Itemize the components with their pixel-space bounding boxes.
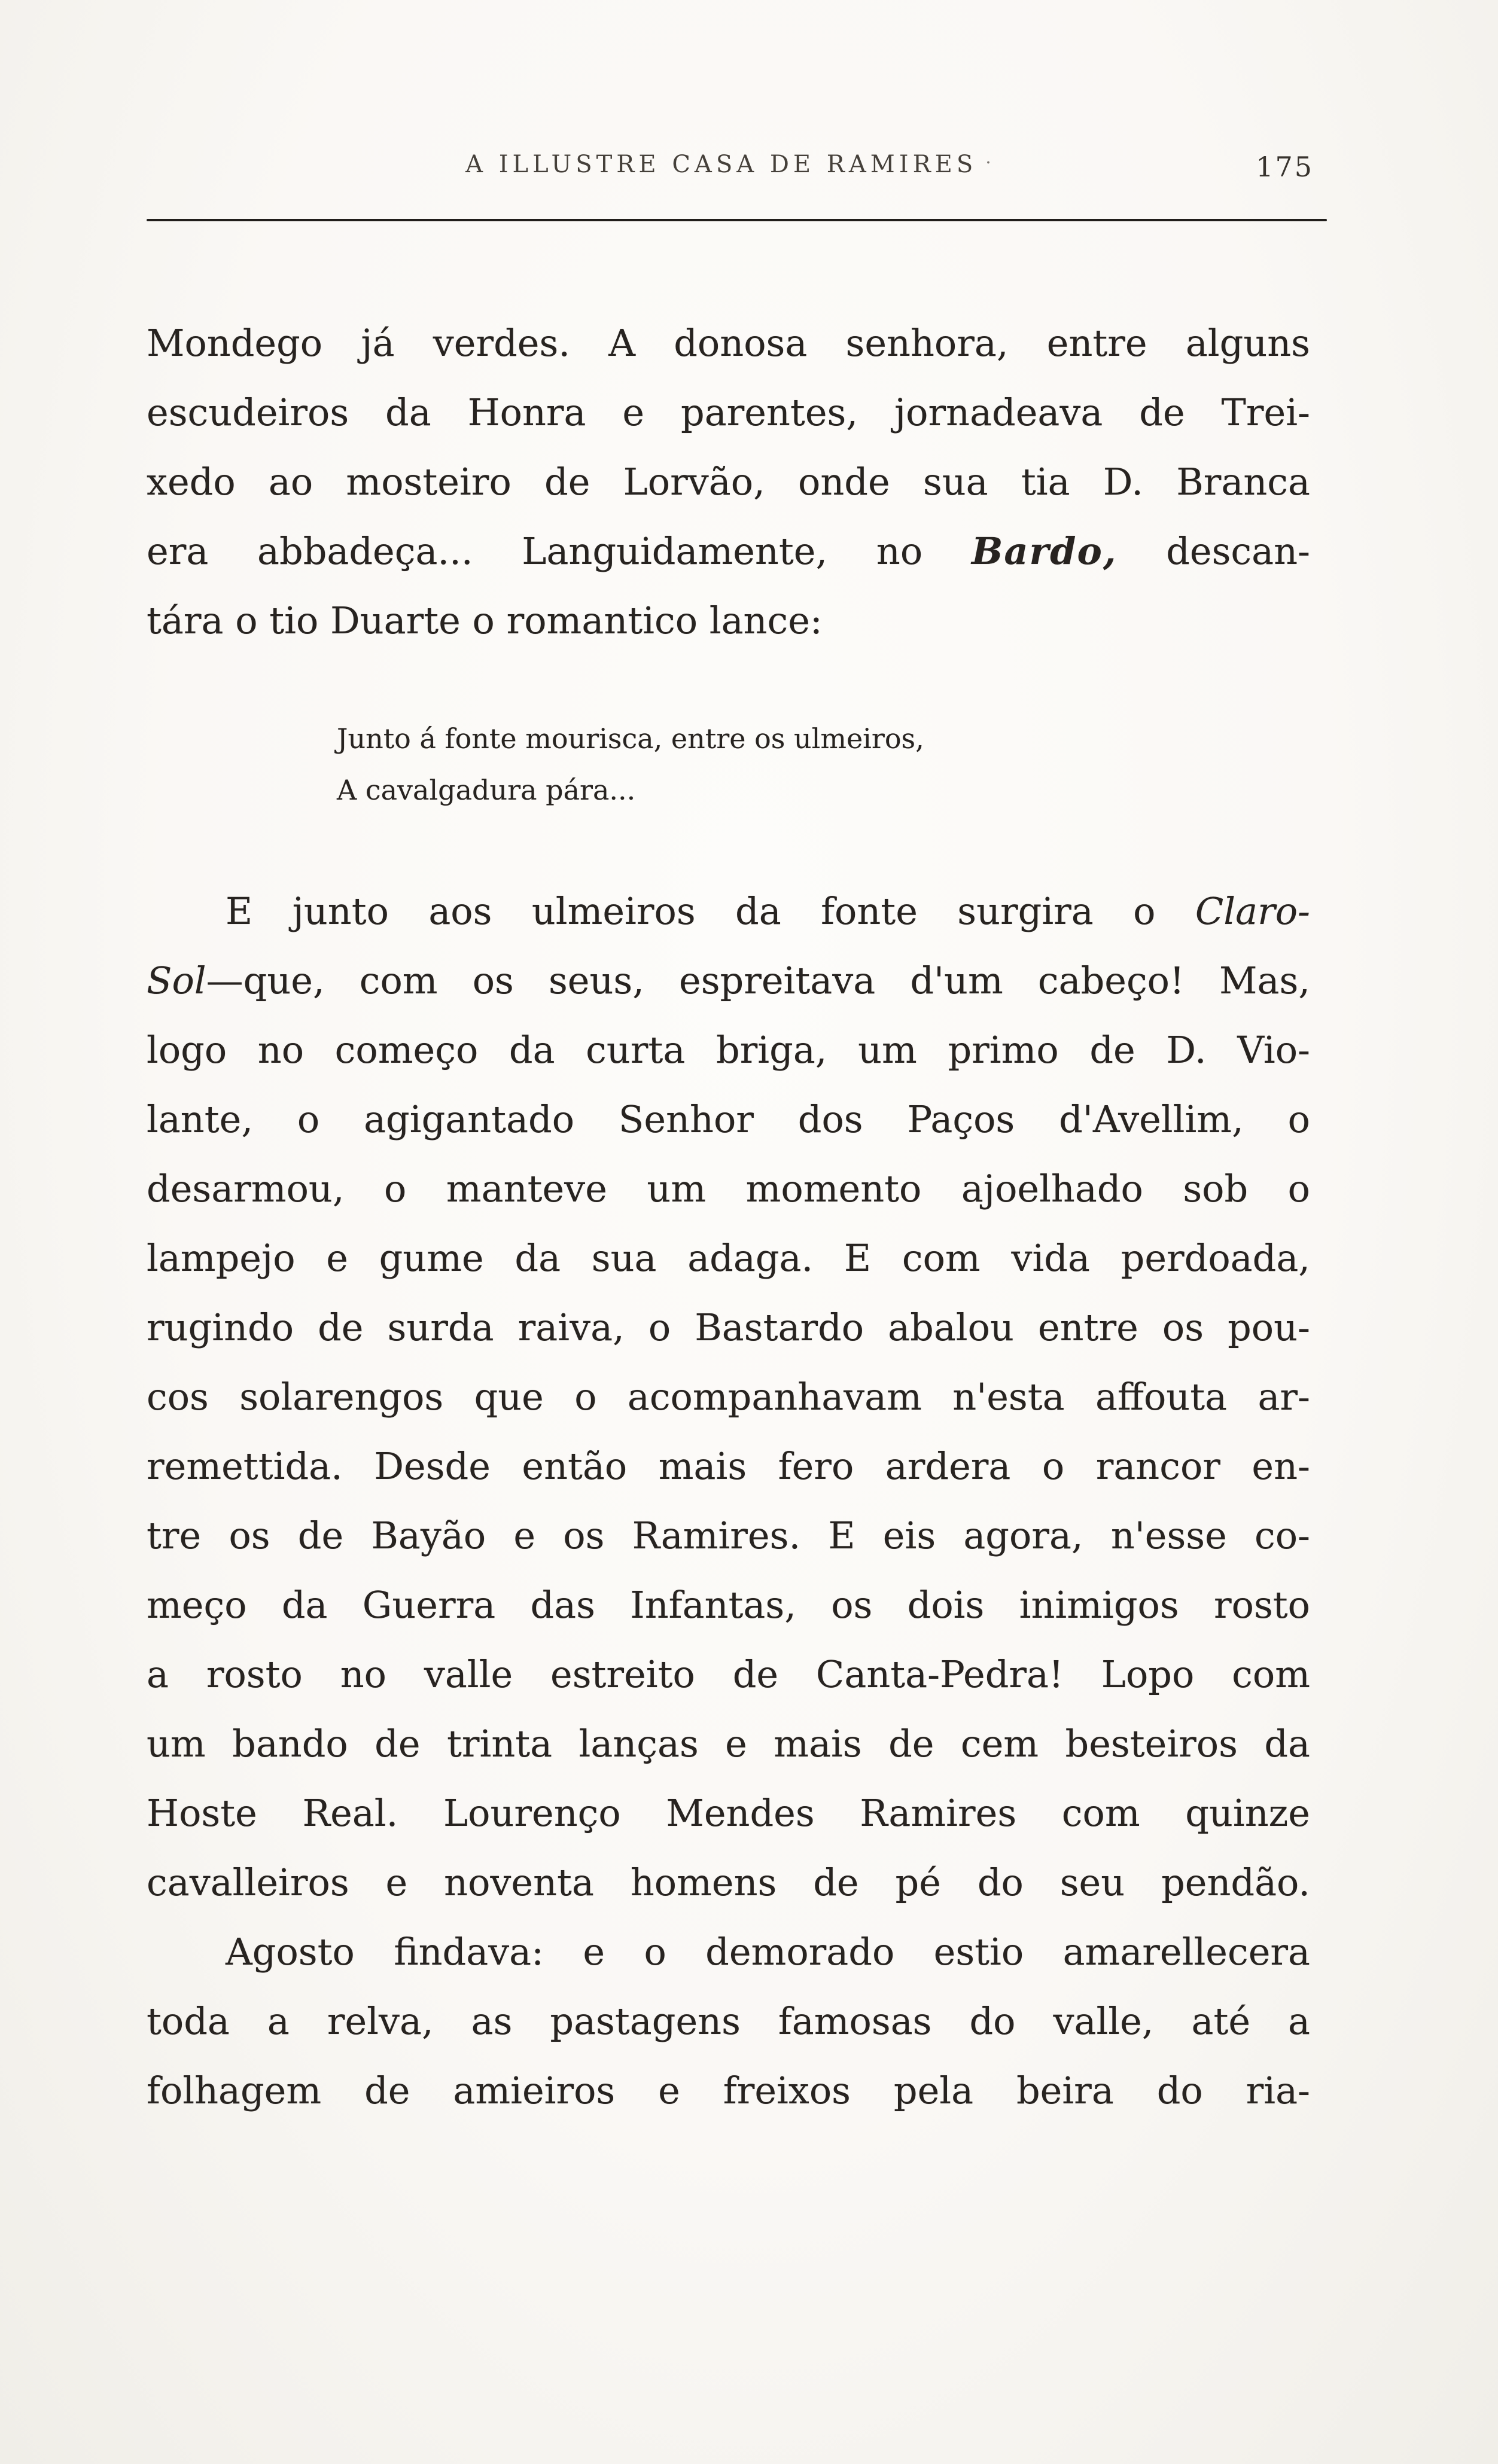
paragraph-3 bbox=[147, 1917, 1310, 2125]
text-line: Agosto findava: e o demorado estio amarellecera bbox=[226, 1930, 1310, 1974]
text-line: cavalleiros e noventa homens de pé do seu pendão. bbox=[147, 1861, 1310, 1904]
text-line: lante, o agigantado Senhor dos Paços d'Avellim, o bbox=[147, 1097, 1310, 1141]
text-segment: E junto aos ulmeiros da fonte surgira o bbox=[226, 889, 1195, 933]
page-number: 175 bbox=[1256, 151, 1314, 183]
text-line bbox=[147, 946, 1310, 1016]
emphasis-sol: Sol bbox=[147, 959, 206, 1002]
emphasis-bardo: Bardo, bbox=[971, 529, 1118, 573]
text-line: toda a relva, as pastagens famosas do valle, até a bbox=[147, 1999, 1310, 2043]
emphasis-claro: Claro- bbox=[1195, 889, 1310, 933]
text-segment: era abbadeça... Languidamente, no bbox=[147, 529, 972, 573]
text-segment: descan- bbox=[1117, 529, 1310, 573]
verse-quotation bbox=[337, 713, 1310, 816]
text-line: xedo ao mosteiro de Lorvão, onde sua tia D. Branca bbox=[147, 460, 1310, 504]
text-line: um bando de trinta lanças e mais de cem besteiros da bbox=[147, 1722, 1310, 1765]
text-line: cos solarengos que o acompanhavam n'esta affouta ar- bbox=[147, 1375, 1310, 1419]
text-line: Mondego já verdes. A donosa senhora, entre alguns bbox=[147, 321, 1310, 365]
running-title bbox=[147, 151, 1310, 178]
paragraph-2 bbox=[147, 877, 1310, 1917]
running-title-text: A ILLUSTRE CASA DE RAMIRES bbox=[465, 151, 978, 178]
text-line: meço da Guerra das Infantas, os dois inimigos rosto bbox=[147, 1583, 1310, 1627]
text-segment: —que, com os seus, espreitava d'um cabeço! Mas, bbox=[206, 959, 1310, 1002]
header-ornament-dot: · bbox=[985, 153, 991, 173]
text-line: tre os de Bayão e os Ramires. E eis agora, n'esse co- bbox=[147, 1514, 1310, 1557]
text-line: desarmou, o manteve um momento ajoelhado sob o bbox=[147, 1167, 1310, 1210]
page-header bbox=[147, 151, 1314, 184]
text-line: Hoste Real. Lourenço Mendes Ramires com quinze bbox=[147, 1791, 1310, 1835]
paragraph-1 bbox=[147, 309, 1310, 655]
text-line: folhagem de amieiros e freixos pela beira do ria- bbox=[147, 2069, 1310, 2112]
text-line: remettida. Desde então mais fero ardera o rancor en- bbox=[147, 1444, 1310, 1488]
text-line bbox=[147, 517, 1310, 586]
text-line bbox=[147, 877, 1310, 946]
text-line: logo no começo da curta briga, um primo de D. Vio- bbox=[147, 1028, 1310, 1072]
text-line: a rosto no valle estreito de Canta-Pedra! Lopo com bbox=[147, 1652, 1310, 1696]
verse-line: A cavalgadura pára... bbox=[337, 774, 636, 806]
text-line: lampejo e gume da sua adaga. E com vida perdoada, bbox=[147, 1236, 1310, 1280]
text-line: rugindo de surda raiva, o Bastardo abalou entre os pou- bbox=[147, 1306, 1310, 1349]
header-rule bbox=[147, 219, 1327, 221]
text-line: escudeiros da Honra e parentes, jornadeava de Trei- bbox=[147, 391, 1310, 434]
verse-line: Junto á fonte mourisca, entre os ulmeiros, bbox=[337, 722, 924, 755]
page-text bbox=[147, 309, 1310, 2125]
text-line: tára o tio Duarte o romantico lance: bbox=[147, 599, 823, 642]
